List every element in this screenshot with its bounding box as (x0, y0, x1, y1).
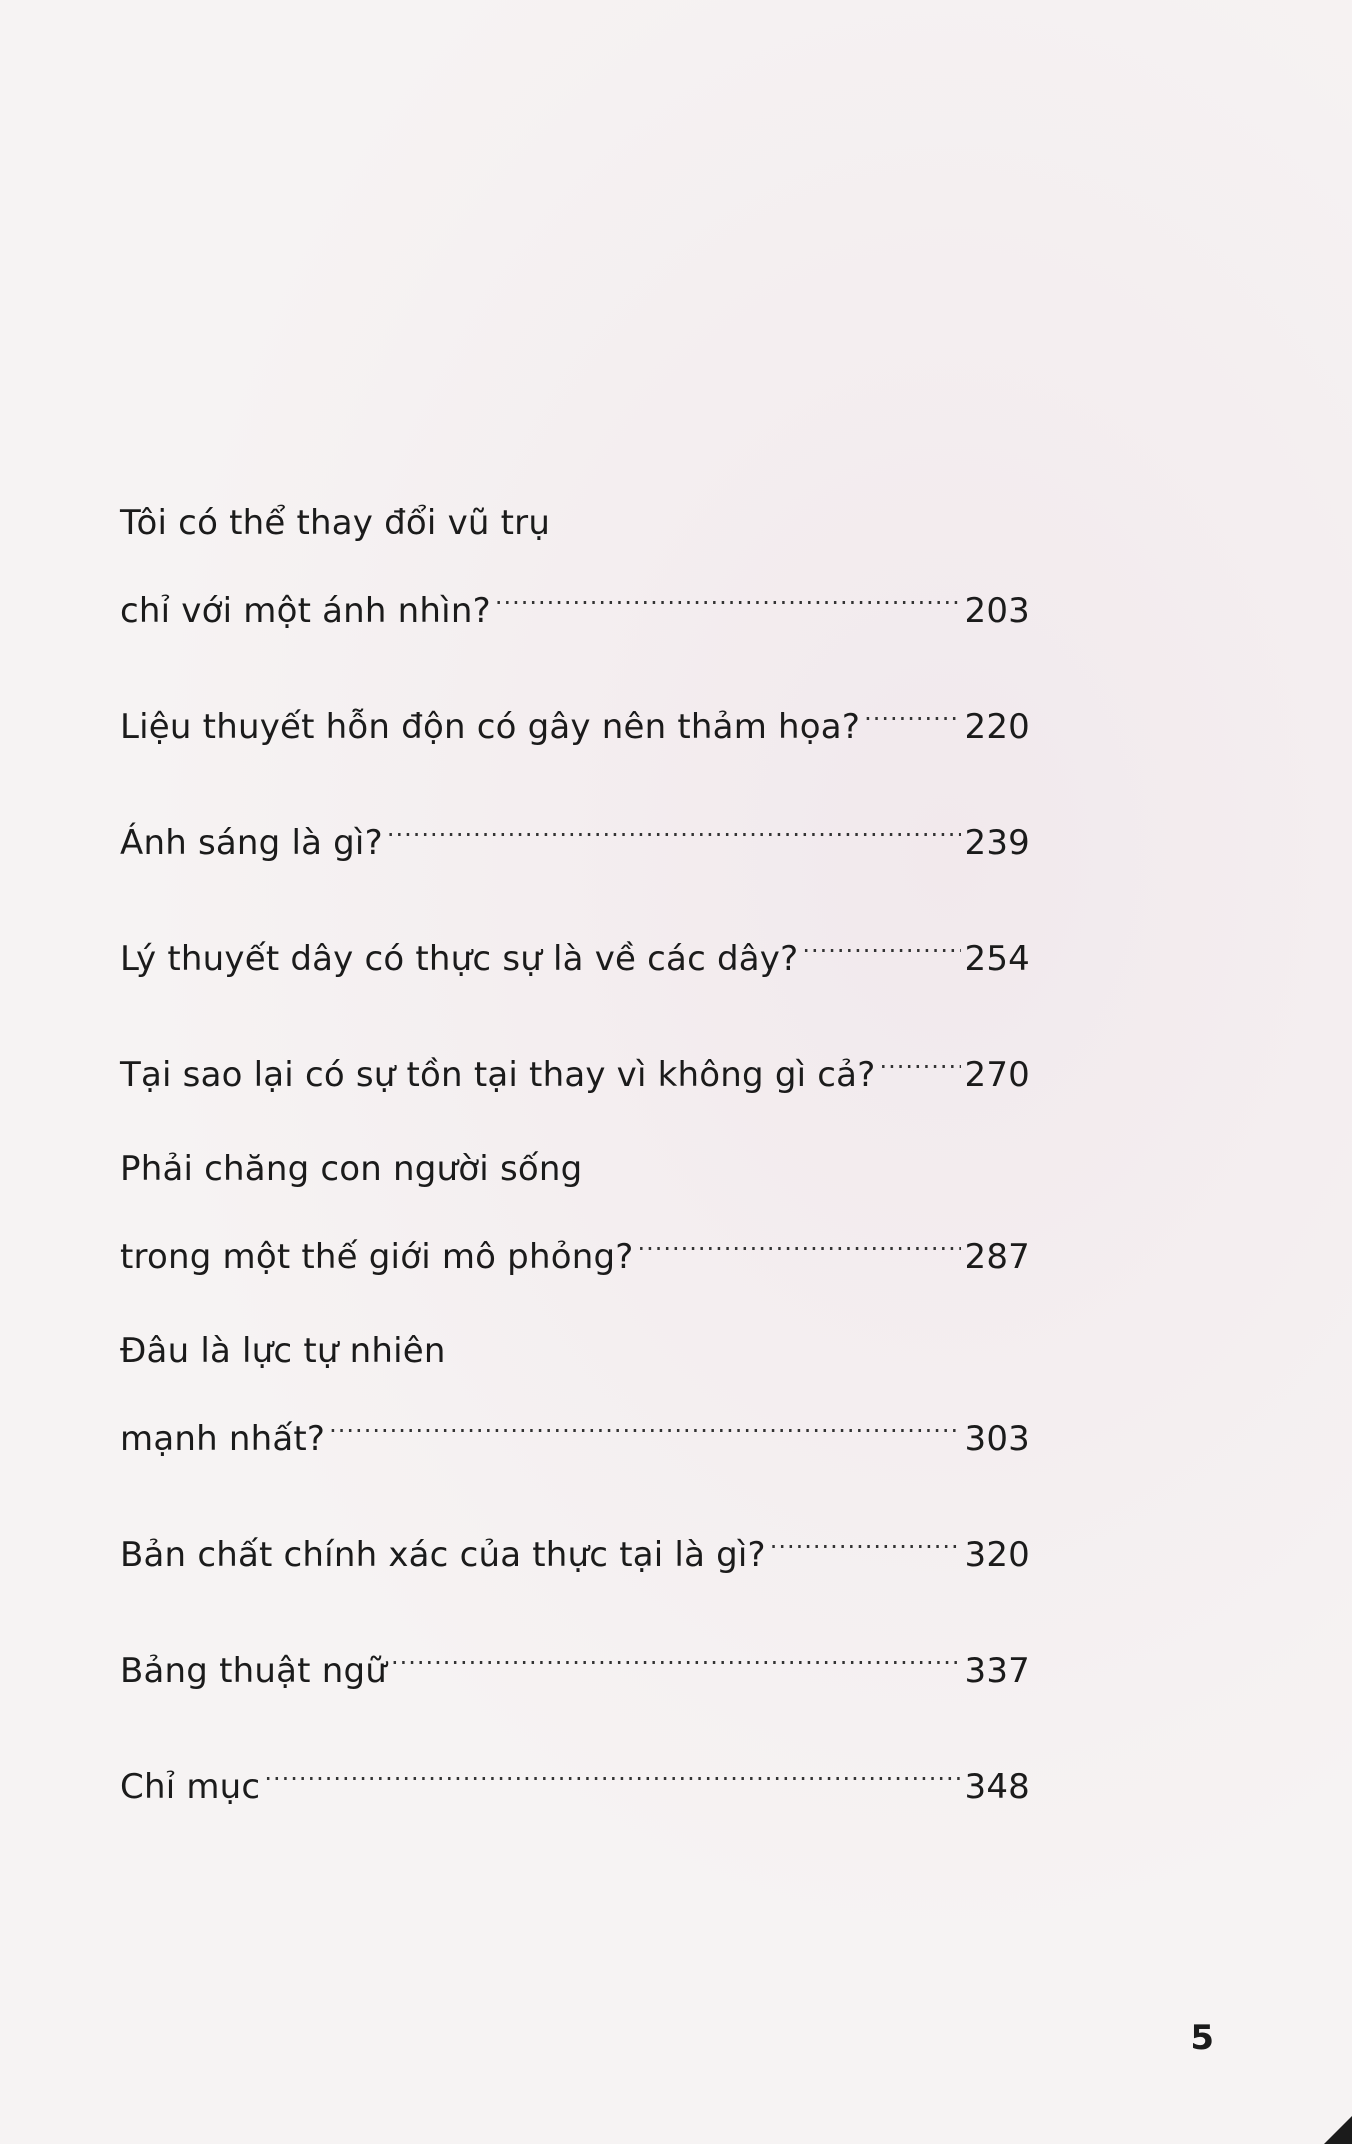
toc-entry-last-line (120, 1616, 1030, 1704)
toc-entry-title: chỉ với một ánh nhìn? (120, 591, 491, 631)
toc-page-number: 348 (964, 1767, 1030, 1807)
toc-entry-last-line (120, 904, 1030, 992)
dot-leader (329, 1384, 960, 1450)
toc-page-number: 270 (964, 1055, 1030, 1095)
toc-entry-title: Bảng thuật ngữ (120, 1651, 387, 1691)
toc-page-number: 320 (964, 1535, 1030, 1575)
dot-leader (391, 1616, 961, 1682)
toc-entry-title: Liệu thuyết hỗn độn có gây nên thảm họa? (120, 707, 861, 747)
toc-entry-last-line (120, 788, 1030, 876)
toc-entry-last-line (120, 1384, 1030, 1472)
dot-leader (864, 672, 960, 738)
toc-entry-title: Bản chất chính xác của thực tại là gì? (120, 1535, 766, 1575)
toc-entry-title: Ánh sáng là gì? (120, 823, 383, 863)
dot-leader (387, 788, 961, 854)
toc-entry (120, 490, 1030, 644)
toc-entry-title-line: Phải chăng con người sống (120, 1149, 583, 1189)
toc-page-number: 287 (964, 1237, 1030, 1277)
toc-page-number: 239 (964, 823, 1030, 863)
toc-entry (120, 672, 1030, 760)
toc-entry-last-line (120, 1020, 1030, 1108)
dot-leader (879, 1020, 960, 1086)
toc-entry (120, 904, 1030, 992)
toc-entry-last-line (120, 1500, 1030, 1588)
toc-page-number: 220 (964, 707, 1030, 747)
toc-entry-first-line (120, 1318, 1030, 1384)
table-of-contents (120, 490, 1030, 1820)
toc-page-number: 254 (964, 939, 1030, 979)
toc-entry (120, 1318, 1030, 1472)
dot-leader (495, 556, 961, 622)
toc-entry (120, 1732, 1030, 1820)
toc-entry-title: trong một thế giới mô phỏng? (120, 1237, 634, 1277)
toc-entry (120, 1616, 1030, 1704)
page-corner-mark (1324, 2116, 1352, 2144)
dot-leader (264, 1732, 960, 1798)
toc-entry-last-line (120, 556, 1030, 644)
toc-entry-title: mạnh nhất? (120, 1419, 326, 1459)
toc-entry-first-line (120, 1136, 1030, 1202)
toc-page-number: 337 (964, 1651, 1030, 1691)
toc-entry-last-line (120, 1732, 1030, 1820)
page-number: 5 (1190, 2018, 1214, 2058)
toc-entry-first-line (120, 490, 1030, 556)
toc-entry-title: Chỉ mục (120, 1767, 261, 1807)
toc-page-number: 303 (964, 1419, 1030, 1459)
toc-entry-title-line: Đâu là lực tự nhiên (120, 1331, 446, 1371)
toc-entry-title-line: Tôi có thể thay đổi vũ trụ (120, 503, 551, 543)
toc-entry (120, 1020, 1030, 1108)
toc-entry-last-line (120, 1202, 1030, 1290)
toc-entry-last-line (120, 672, 1030, 760)
dot-leader (802, 904, 960, 970)
dot-leader (770, 1500, 961, 1566)
toc-entry-title: Tại sao lại có sự tồn tại thay vì không gì cả? (120, 1055, 876, 1095)
toc-entry (120, 788, 1030, 876)
toc-entry-title: Lý thuyết dây có thực sự là về các dây? (120, 939, 799, 979)
toc-entry (120, 1500, 1030, 1588)
toc-entry (120, 1136, 1030, 1290)
dot-leader (638, 1202, 961, 1268)
toc-page-number: 203 (964, 591, 1030, 631)
